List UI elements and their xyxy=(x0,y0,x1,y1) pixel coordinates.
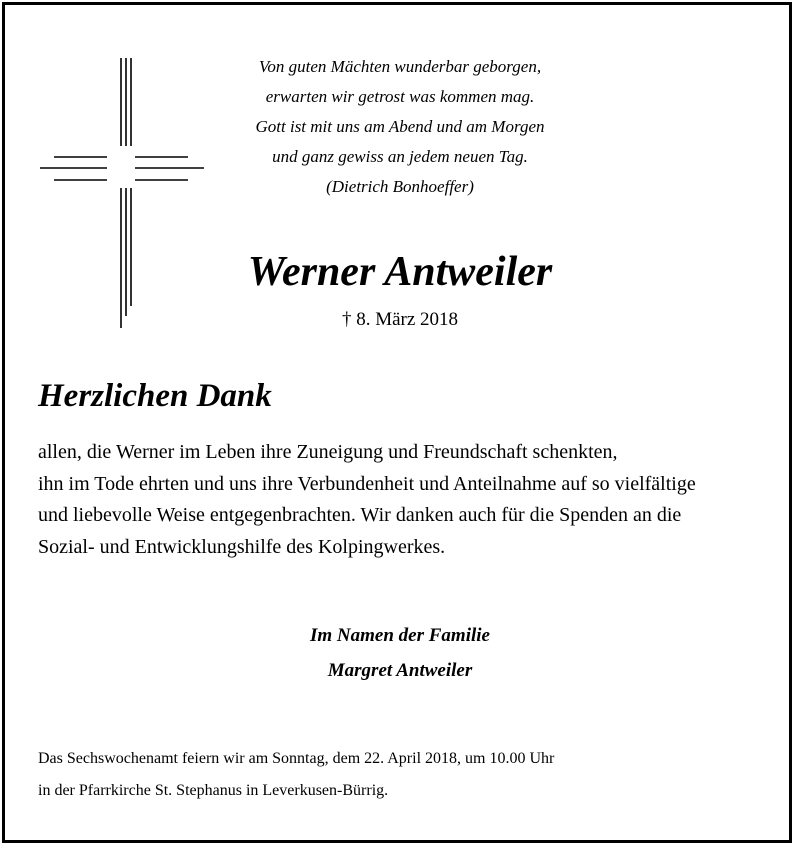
death-date: † 8. März 2018 xyxy=(341,309,459,330)
poem-line: und ganz gewiss an jedem neuen Tag. xyxy=(272,147,528,166)
poem-line: erwarten wir getrost was kommen mag. xyxy=(265,87,535,106)
thanks-text xyxy=(38,437,778,563)
cross-icon xyxy=(40,58,210,330)
poem-line: Gott ist mit uns am Abend und am Morgen xyxy=(255,117,545,136)
thanks-line: Sozial- und Entwicklungshilfe des Kolpingwerkes. xyxy=(38,535,446,558)
poem-line: Von guten Mächten wunderbar geborgen, xyxy=(258,57,542,76)
mass-line: Das Sechswochenamt feiern wir am Sonntag, dem 22. April 2018, um 10.00 Uhr xyxy=(38,750,555,767)
signature xyxy=(200,618,600,688)
poem xyxy=(200,52,600,202)
mass-announcement xyxy=(38,743,554,807)
signature-line-name: Margret Antweiler xyxy=(327,660,473,681)
thanks-line: allen, die Werner im Leben ihre Zuneigung und Freundschaft schenkten, xyxy=(38,441,618,463)
mass-line: in der Pfarrkirche St. Stephanus in Leverkusen-Bürrig. xyxy=(38,782,389,799)
poem-author: (Dietrich Bonhoeffer) xyxy=(326,177,474,196)
thanks-line: ihn im Tode ehrten und uns ihre Verbundenheit und Anteilnahme auf so vielfältige xyxy=(38,472,696,495)
thanks-line: und liebevolle Weise entgegenbrachten. Wir danken auch für die Spenden an die xyxy=(38,504,682,526)
signature-line-family: Im Namen der Familie xyxy=(310,625,490,646)
deceased-name: Werner Antweiler xyxy=(247,249,553,295)
thanks-heading: Herzlichen Dank xyxy=(38,378,272,414)
